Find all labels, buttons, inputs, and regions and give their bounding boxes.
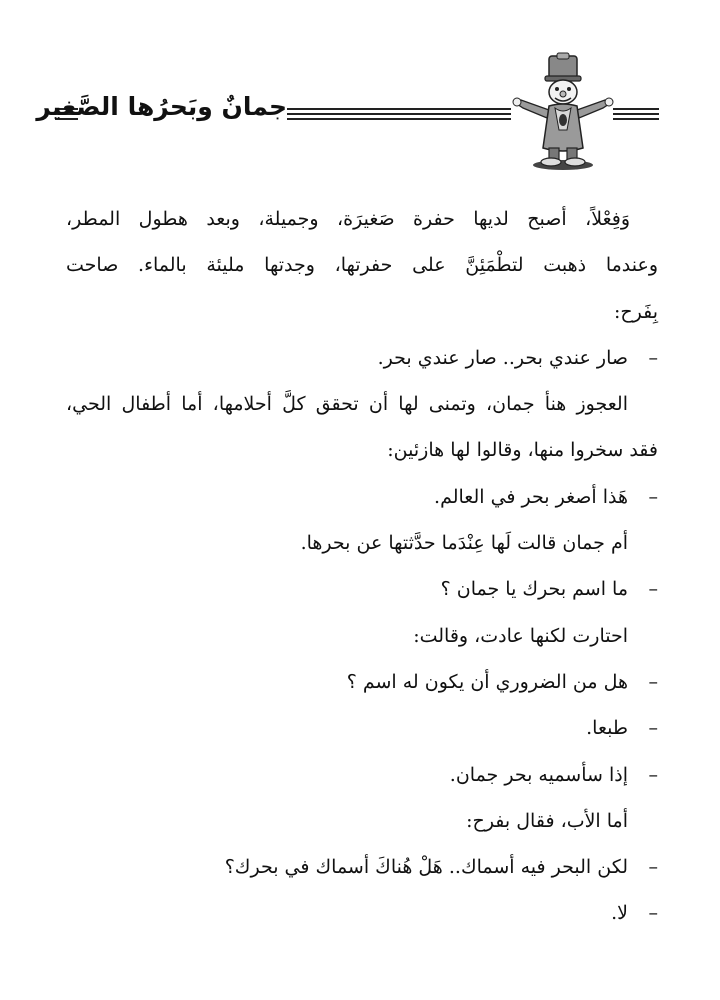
dialogue-line (66, 890, 658, 936)
dialogue-text: لكن البحر فيه أسماك.. هَلْ هُناكَ أسماك في بحرك؟ (224, 856, 628, 879)
story-text (66, 196, 658, 937)
paragraph-line: بِفَرح: (613, 300, 658, 323)
paragraph-line: أما الأب، فقال بفرح: (466, 809, 628, 832)
dialogue-line (66, 752, 658, 798)
dialogue-line (66, 844, 658, 890)
paragraph-line: وَفِعْلاً، أصبح لديها حفرة صَغيرَة، وجميلة، وبعد هطول المطر، (66, 208, 630, 230)
paragraph-line: العجوز هنأ جمان، وتمنى لها أن تحقق كلَّ أحلامها، أما أطفال الحي، (66, 393, 628, 416)
dialogue-text: طبعا. (586, 717, 628, 740)
decorative-rule-middle (287, 108, 511, 122)
dialogue-line (66, 705, 658, 751)
dialogue-line (66, 566, 658, 612)
paragraph-line: وعندما ذهبت لتطْمَئِنَّ على حفرتها، وجدتها مليئة بالماء. صاحت (66, 254, 658, 277)
dialogue-line (66, 335, 658, 381)
dialogue-text: هل من الضروري أن يكون له اسم ؟ (346, 670, 628, 693)
dialogue-line (66, 474, 658, 520)
paragraph-line: احتارت لكنها عادت، وقالت: (413, 624, 628, 647)
dialogue-text: صار عندي بحر.. صار عندي بحر. (377, 346, 628, 369)
decorative-rule-right (613, 108, 659, 122)
dialogue-text: لا. (611, 902, 628, 925)
dialogue-text: ما اسم بحرك يا جمان ؟ (440, 578, 628, 601)
page-title: جمانٌ وبَحرُها الصَّغير (36, 92, 287, 121)
paragraph-line: أم جمان قالت لَها عِنْدَما حدَّثتها عن بحرها. (300, 532, 628, 555)
page-header (36, 52, 659, 172)
dialogue-line (66, 659, 658, 705)
dialogue-text: إذا سأسميه بحر جمان. (449, 763, 628, 786)
dialogue-text: هَذا أصغر بحر في العالم. (434, 485, 628, 508)
clown-mascot-icon (511, 52, 615, 172)
paragraph-line: فقد سخروا منها، وقالوا لها هازئين: (387, 439, 658, 462)
